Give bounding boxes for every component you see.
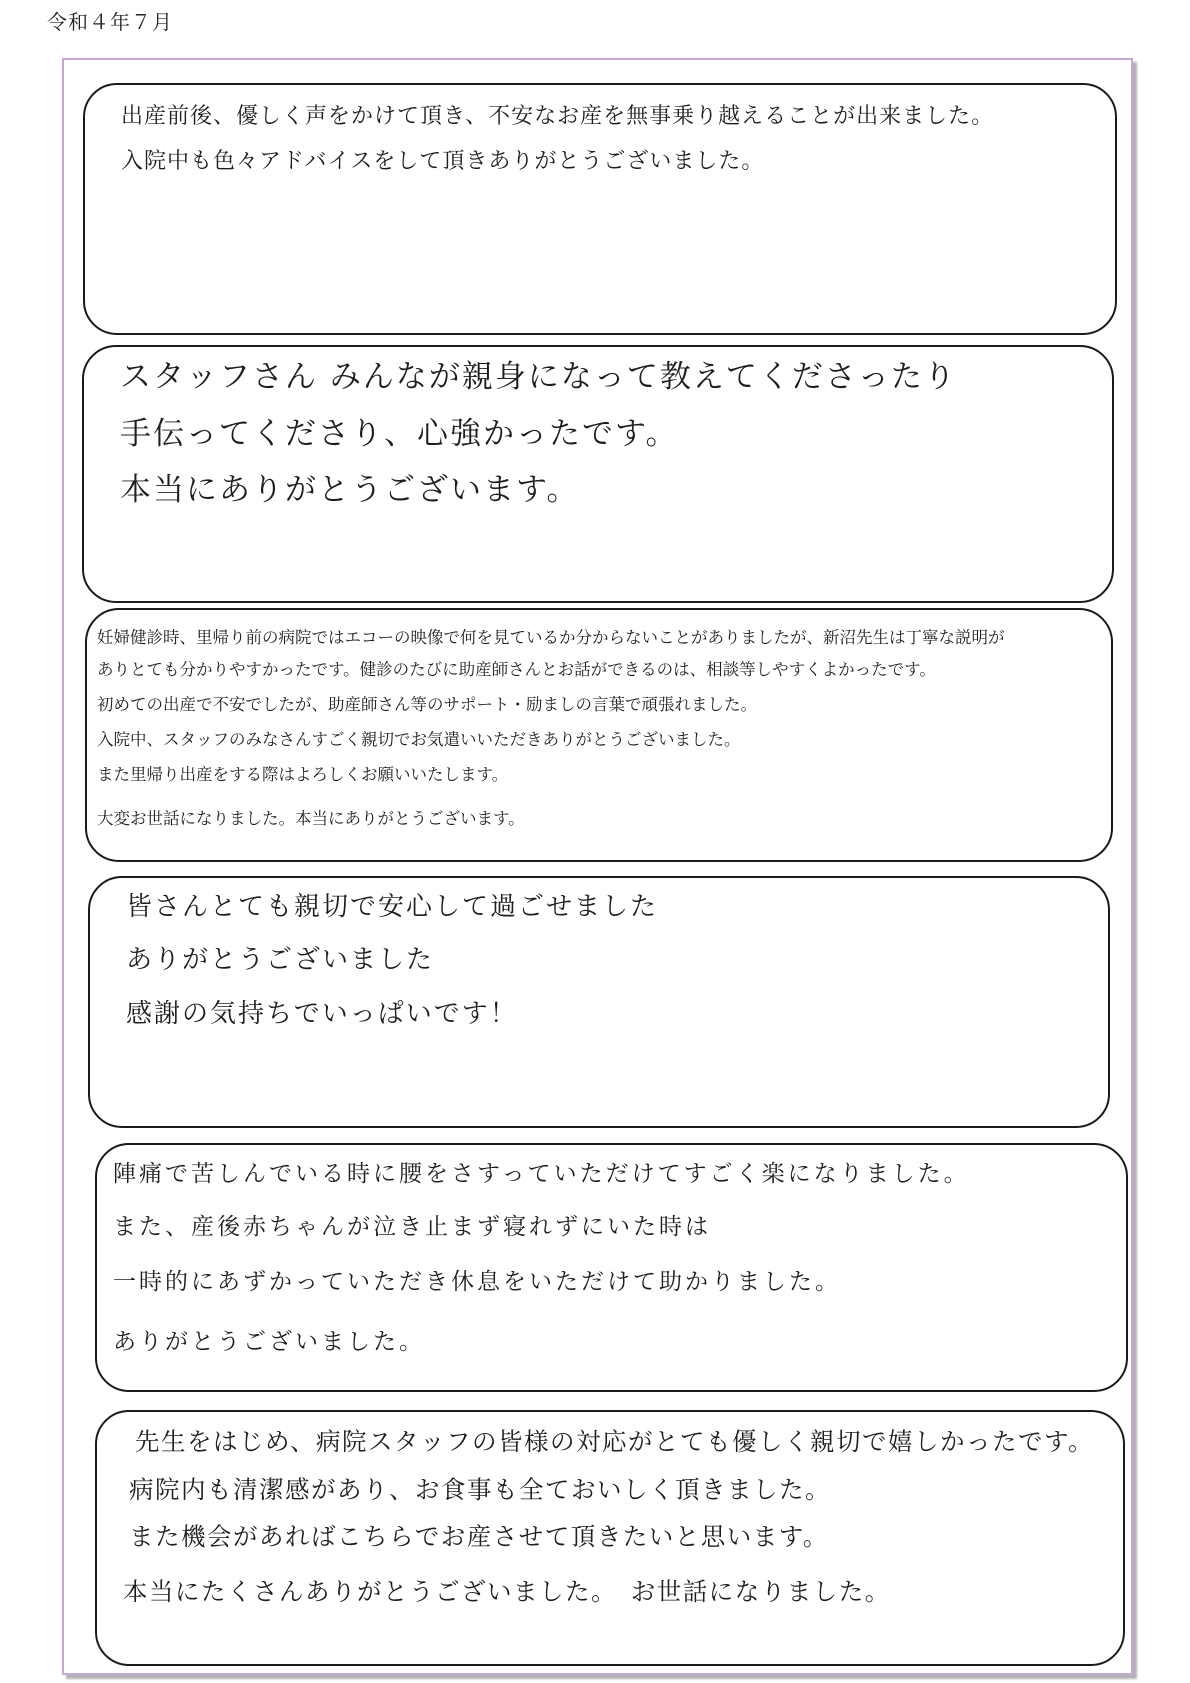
message-line: 陣痛で苦しんでいる時に腰をさすっていただけてすごく楽になりました。	[113, 1161, 970, 1187]
message-line: スタッフさん みんなが親身になって教えてくださったり	[120, 359, 957, 395]
document-date: 令和４年７月	[47, 10, 173, 34]
message-line: 先生をはじめ、病院スタッフの皆様の対応がとても優しく親切で嬉しかったです。	[135, 1427, 1095, 1456]
message-line: 一時的にあずかっていただき休息をいただけて助かりました。	[113, 1269, 841, 1295]
message-line: 手伝ってくださり、心強かったです。	[120, 416, 679, 452]
message-line: また里帰り出産をする際はよろしくお願いいたします。	[97, 765, 509, 784]
message-box-5	[95, 1143, 1128, 1392]
message-box-6	[95, 1410, 1125, 1666]
message-line: 大変お世話になりました。本当にありがとうございます。	[97, 809, 525, 828]
message-line: 初めての出産で不安でしたが、助産師さん等のサポート・励ましの言葉で頑張れました。	[97, 695, 757, 714]
message-line: また、産後赤ちゃんが泣き止まず寝れずにいた時は	[113, 1214, 711, 1240]
message-box-4	[88, 876, 1110, 1128]
message-line: 皆さんとても親切で安心して過ごせました	[126, 892, 659, 922]
message-line: 出産前後、優しく声をかけて頂き、不安なお産を無事乗り越えることが出来ました。	[121, 104, 995, 129]
message-line: 入院中も色々アドバイスをして頂きありがとうございました。	[121, 149, 765, 174]
message-line: 病院内も清潔感があり、お食事も全ておいしく頂きました。	[129, 1475, 831, 1504]
message-line: 本当にありがとうございます。	[120, 472, 580, 508]
message-line: また機会があればこちらでお産させて頂きたいと思います。	[129, 1522, 829, 1551]
message-box-3	[85, 608, 1113, 862]
message-line: ありがとうございました。	[113, 1329, 425, 1355]
message-line: 妊婦健診時、里帰り前の病院ではエコーの映像で何を見ているか分からないことがありましたが、新沼先生は丁寧な説明が	[97, 628, 1005, 647]
message-line: 本当にたくさんありがとうございました。 お世話になりました。	[123, 1577, 891, 1606]
message-line: ありがとうございました	[126, 945, 435, 975]
message-line: 感謝の気持ちでいっぱいです！	[126, 999, 518, 1029]
message-line: 入院中、スタッフのみなさんすごく親切でお気遣いいただきありがとうございました。	[97, 730, 741, 749]
message-line: ありとても分かりやすかったです。健診のたびに助産師さんとお話ができるのは、相談等しやすくよかったです。	[97, 660, 936, 679]
message-box-2	[82, 345, 1114, 603]
message-box-1	[83, 83, 1117, 335]
